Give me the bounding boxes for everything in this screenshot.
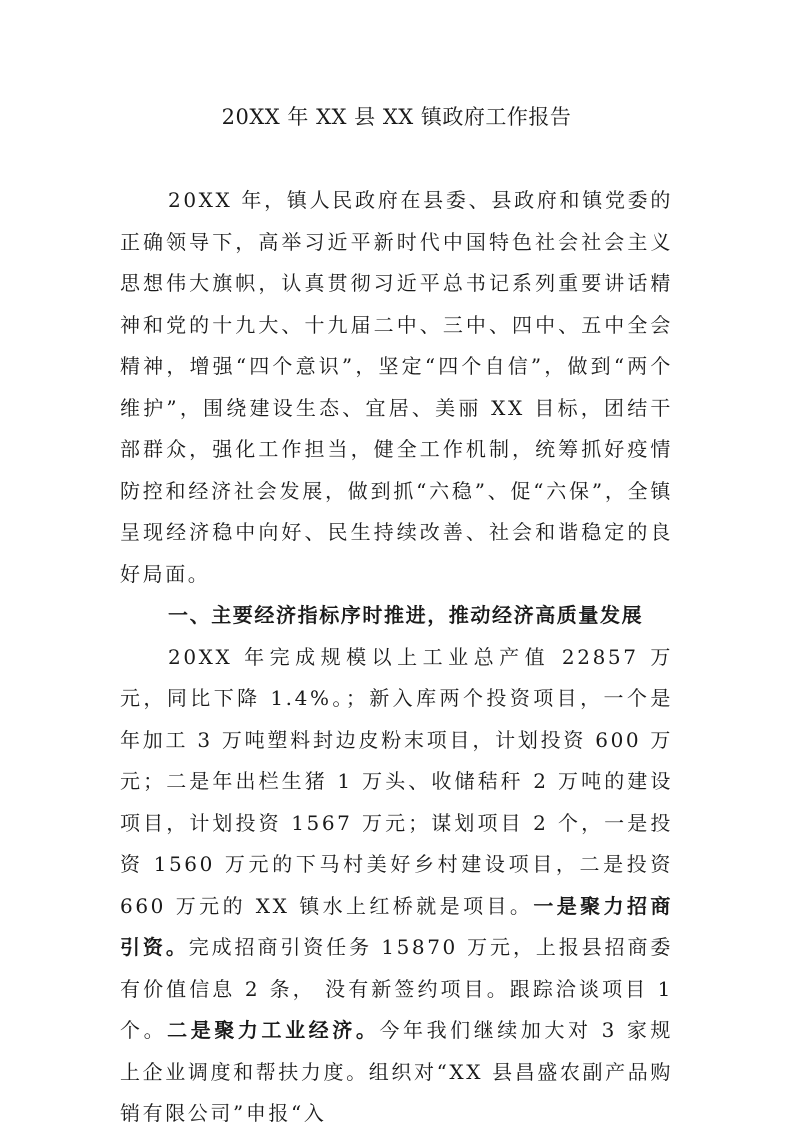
- point-2-label: 二是聚力工业经济。: [167, 1018, 380, 1042]
- document-body: [120, 180, 673, 1135]
- section-1-text-start: 20XX 年完成规模以上工业总产值 22857 万元，同比下降 1.4%。；新入库两个投资项目，一个是年加工 3 万吨塑料封边皮粉末项目，计划投资 600 万元；二是年出栏生猪 1 万头、收储秸秆 2 万吨的建设项目，计划投资 1567 万元；谋划项目 2 个，一是投资 1560 万元的下马村美好乡村建设项目，二是投资 660 万元的 XX 镇水上红桥就是项目。: [120, 644, 673, 918]
- point-1-text: 完成招商引资任务 15870 万元，上报县招商委有价值信息 2 条， 没有新签约项目。跟踪洽谈项目 1 个。: [120, 935, 673, 1042]
- point-2-text: 今年我们继续加大对 3 家规上企业调度和帮扶力度。组织对“XX 县昌盛农副产品购销有限公司”申报“入: [120, 1018, 674, 1125]
- document-title: 20XX 年 XX 县 XX 镇政府工作报告: [221, 105, 572, 129]
- section-heading-1: 一、主要经济指标序时推进，推动经济高质量发展: [168, 603, 644, 627]
- intro-paragraph: 20XX 年，镇人民政府在县委、县政府和镇党委的正确领导下，高举习近平新时代中国特色社会社会主义思想伟大旗帜，认真贯彻习近平总书记系列重要讲话精神和党的十九大、十九届二中、三中、四中、五中全会精神，增强“四个意识”，坚定“四个自信”，做到“两个维护”，围绕建设生态、宜居、美丽 XX 目标，团结干部群众，强化工作担当，健全工作机制，统筹抓好疫情防控和经济社会发展，做到抓“六稳”、促“六保”，全镇呈现经济稳中向好、民生持续改善、社会和谐稳定的良好局面。: [120, 188, 673, 586]
- point-1-label: 一是聚力招商引资。: [120, 893, 673, 959]
- section-1-paragraph: [120, 637, 673, 1135]
